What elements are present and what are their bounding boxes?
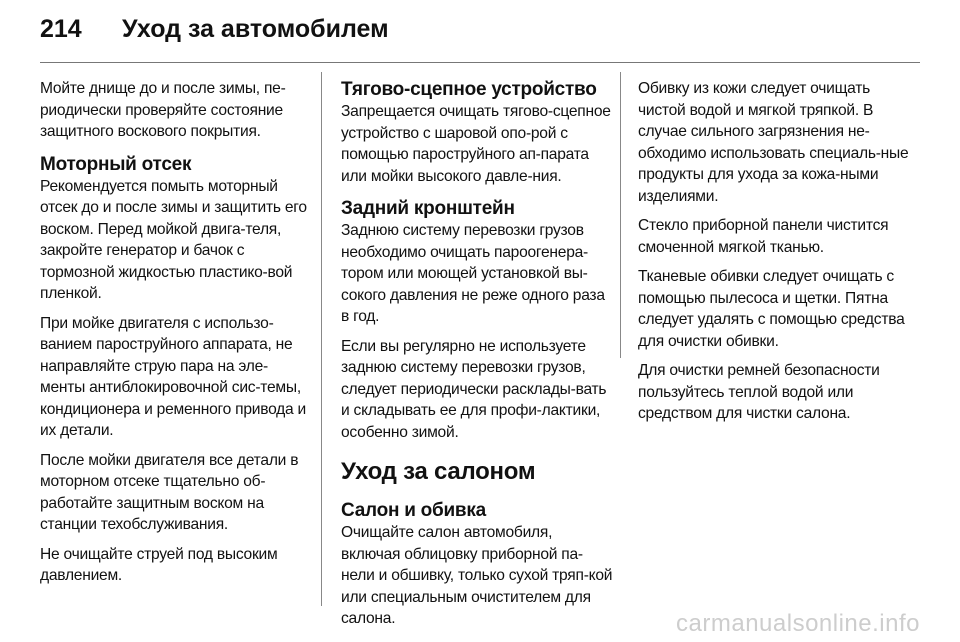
watermark: carmanualsonline.info xyxy=(676,610,920,637)
page-number: 214 xyxy=(40,15,82,43)
engine-paragraph-3: После мойки двигателя все детали в моторном отсеке тщательно об-работайте защитным воском на станции техобслуживания. xyxy=(40,451,299,533)
engine-paragraph-1: Рекомендуется помыть моторный отсек до и после зимы и защитить его воском. Перед мойкой двига-теля, закройте генератор и бачок с тормозной жидкостью пластико-вой пленкой. xyxy=(40,177,307,302)
fabric-paragraph: Тканевые обивки следует очищать с помощью пылесоса и щетки. Пятна следует удалять с помощью средства для очистки обивки. xyxy=(638,268,905,350)
column-1 xyxy=(40,78,312,595)
column-divider-1 xyxy=(321,72,322,606)
seatbelts-paragraph: Для очистки ремней безопасности пользуйтесь теплой водой или средством для чистки салона. xyxy=(638,362,880,422)
column-divider-2 xyxy=(620,72,621,358)
column-2 xyxy=(341,78,613,638)
chapter-title: Уход за автомобилем xyxy=(122,15,389,43)
page-header xyxy=(40,14,920,44)
engine-paragraph-4: Не очищайте струей под высоким давлением. xyxy=(40,545,278,584)
leather-paragraph: Обивку из кожи следует очищать чистой водой и мягкой тряпкой. В случае сильного загрязнения не-обходимо использовать специаль-ные продукты для ухода за кожа-ными изделиями. xyxy=(638,80,909,205)
header-rule xyxy=(40,62,920,63)
rear-carrier-paragraph-2: Если вы регулярно не используете заднюю систему перевозки грузов, следует периодически расклады-вать и складывать ее для профи-лактики, особенно зимой. xyxy=(341,337,607,441)
engine-paragraph-2: При мойке двигателя с использо-ванием пароструйного аппарата, не направляйте струю пара на эле-менты антиблокировочной сис-темы, кондиционера и ременного привода и их детали. xyxy=(40,314,306,439)
intro-paragraph: Мойте днище до и после зимы, пе-риодически проверяйте состояние защитного воскового покрытия. xyxy=(40,80,286,140)
rear-carrier-heading: Задний кронштейн xyxy=(341,198,515,219)
engine-compartment-heading: Моторный отсек xyxy=(40,153,192,175)
interior-care-heading: Уход за салоном xyxy=(341,458,536,485)
column-3 xyxy=(638,78,910,433)
interior-paragraph: Очищайте салон автомобиля, включая облицовку приборной па-нели и обшивку, только сухой тряп-кой или специальным очистителем для салона. xyxy=(341,524,613,627)
interior-upholstery-heading: Салон и обивка xyxy=(341,500,486,521)
towbar-heading: Тягово-сцепное устройство xyxy=(341,79,597,100)
towbar-paragraph: Запрещается очищать тягово-сцепное устройство с шаровой опо-рой с помощью пароструйного ап-парата или мойки высокого давле-ния. xyxy=(341,103,611,185)
glass-paragraph: Стекло приборной панели чистится смоченной мягкой тканью. xyxy=(638,217,889,256)
rear-carrier-paragraph-1: Заднюю систему перевозки грузов необходимо очищать пароогенера-тором или моющей установкой вы-сокого давления не реже одного раза в год. xyxy=(341,222,605,325)
